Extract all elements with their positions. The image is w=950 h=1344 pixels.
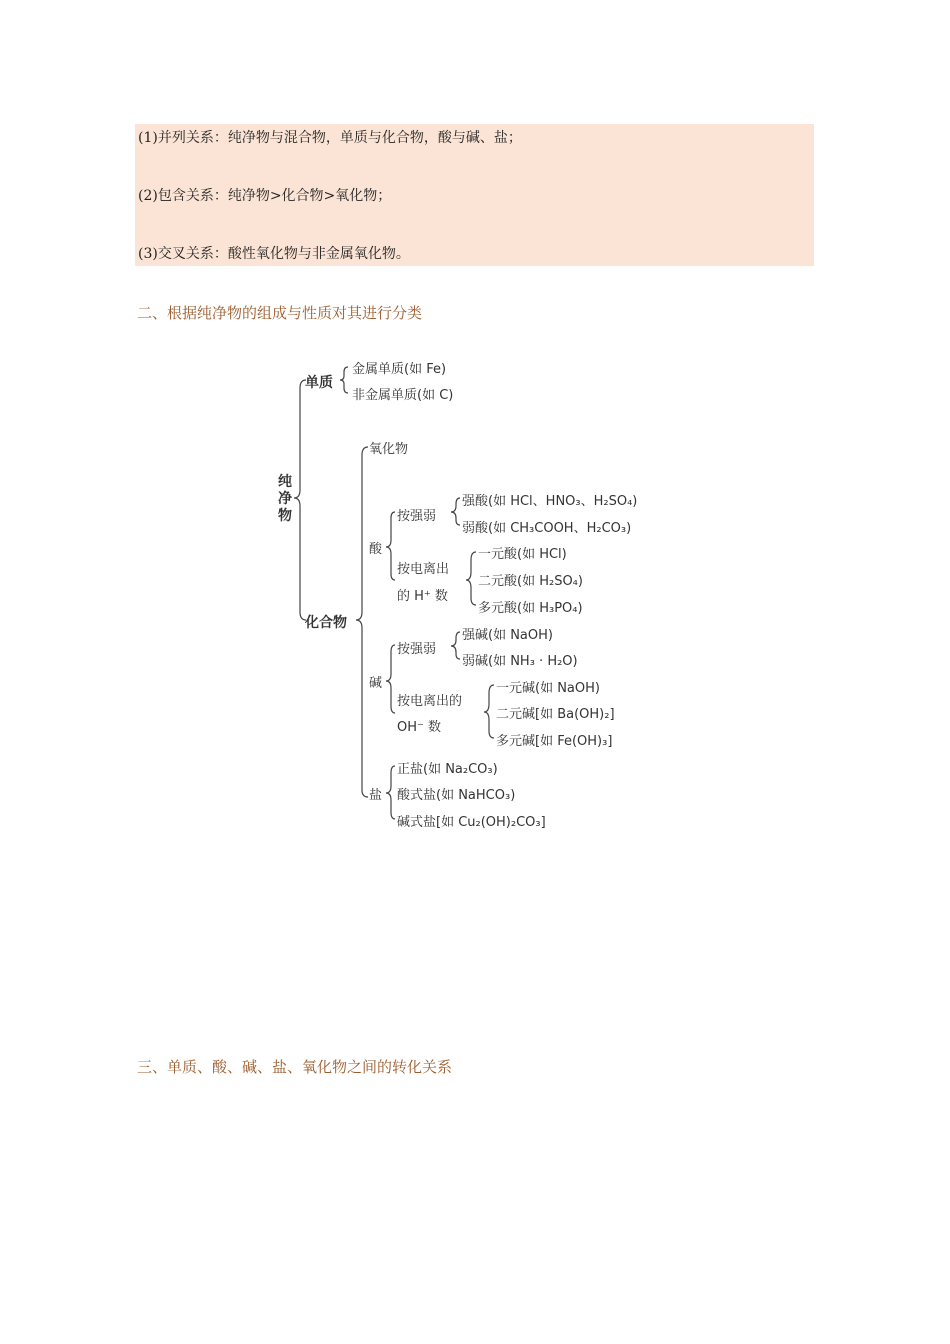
tree-by-oh-count-1: 按电离出的 — [397, 694, 463, 709]
tree-weak-acid: 弱酸(如 CH₃COOH、H₂CO₃) — [462, 521, 632, 536]
salt-brace — [386, 766, 395, 819]
relation-intersection: (3)交叉关系：酸性氧化物与非金属氧化物。 — [138, 246, 410, 262]
section-3-title: 三、单质、酸、碱、盐、氧化物之间的转化关系 — [137, 1058, 453, 1076]
tree-acid-salt: 酸式盐(如 NaHCO₃) — [397, 788, 516, 803]
root-brace — [294, 380, 306, 620]
tree-oxide: 氧化物 — [369, 442, 409, 457]
tree-acid-by-strength: 按强弱 — [397, 509, 437, 524]
elemental-brace — [340, 367, 348, 393]
base-oh-brace — [484, 685, 494, 738]
tree-base: 碱 — [369, 676, 383, 691]
tree-base-by-strength: 按强弱 — [397, 642, 437, 657]
tree-poly-acid: 多元酸(如 H₃PO₄) — [478, 601, 583, 616]
section-2-title: 二、根据纯净物的组成与性质对其进行分类 — [137, 304, 423, 322]
relation-inclusion: (2)包含关系：纯净物>化合物>氧化物； — [138, 188, 392, 204]
tree-di-acid: 二元酸(如 H₂SO₄) — [478, 574, 583, 589]
tree-mono-base: 一元碱(如 NaOH) — [496, 681, 600, 696]
base-brace — [386, 645, 395, 713]
tree-elemental: 单质 — [305, 375, 333, 391]
tree-compound: 化合物 — [305, 615, 347, 631]
tree-metal-elem: 金属单质(如 Fe) — [352, 362, 447, 377]
tree-weak-base: 弱碱(如 NH₃ · H₂O) — [462, 654, 578, 669]
tree-root: 纯 净 物 — [278, 474, 292, 524]
tree-strong-base: 强碱(如 NaOH) — [462, 628, 553, 643]
tree-by-h-count-2: 的 H⁺ 数 — [397, 589, 448, 604]
tree-di-base: 二元碱[如 Ba(OH)₂] — [496, 707, 615, 722]
relation-parallel: (1)并列关系：纯净物与混合物，单质与化合物，酸与碱、盐； — [138, 130, 522, 146]
tree-strong-acid: 强酸(如 HCl、HNO₃、H₂SO₄) — [462, 494, 638, 509]
tree-normal-salt: 正盐(如 Na₂CO₃) — [397, 762, 498, 777]
base-strength-brace — [451, 632, 460, 659]
acid-strength-brace — [451, 498, 460, 525]
tree-basic-salt: 碱式盐[如 Cu₂(OH)₂CO₃] — [397, 815, 546, 830]
tree-by-oh-count-2: OH⁻ 数 — [397, 720, 442, 735]
tree-acid: 酸 — [369, 542, 383, 557]
acid-brace — [386, 512, 395, 580]
compound-brace — [356, 447, 368, 797]
tree-by-h-count-1: 按电离出 — [397, 562, 450, 577]
tree-mono-acid: 一元酸(如 HCl) — [478, 547, 567, 562]
tree-poly-base: 多元碱[如 Fe(OH)₃] — [496, 734, 613, 749]
acid-h-brace — [466, 552, 476, 605]
tree-nonmetal-elem: 非金属单质(如 C) — [352, 388, 454, 403]
tree-salt: 盐 — [369, 788, 383, 803]
